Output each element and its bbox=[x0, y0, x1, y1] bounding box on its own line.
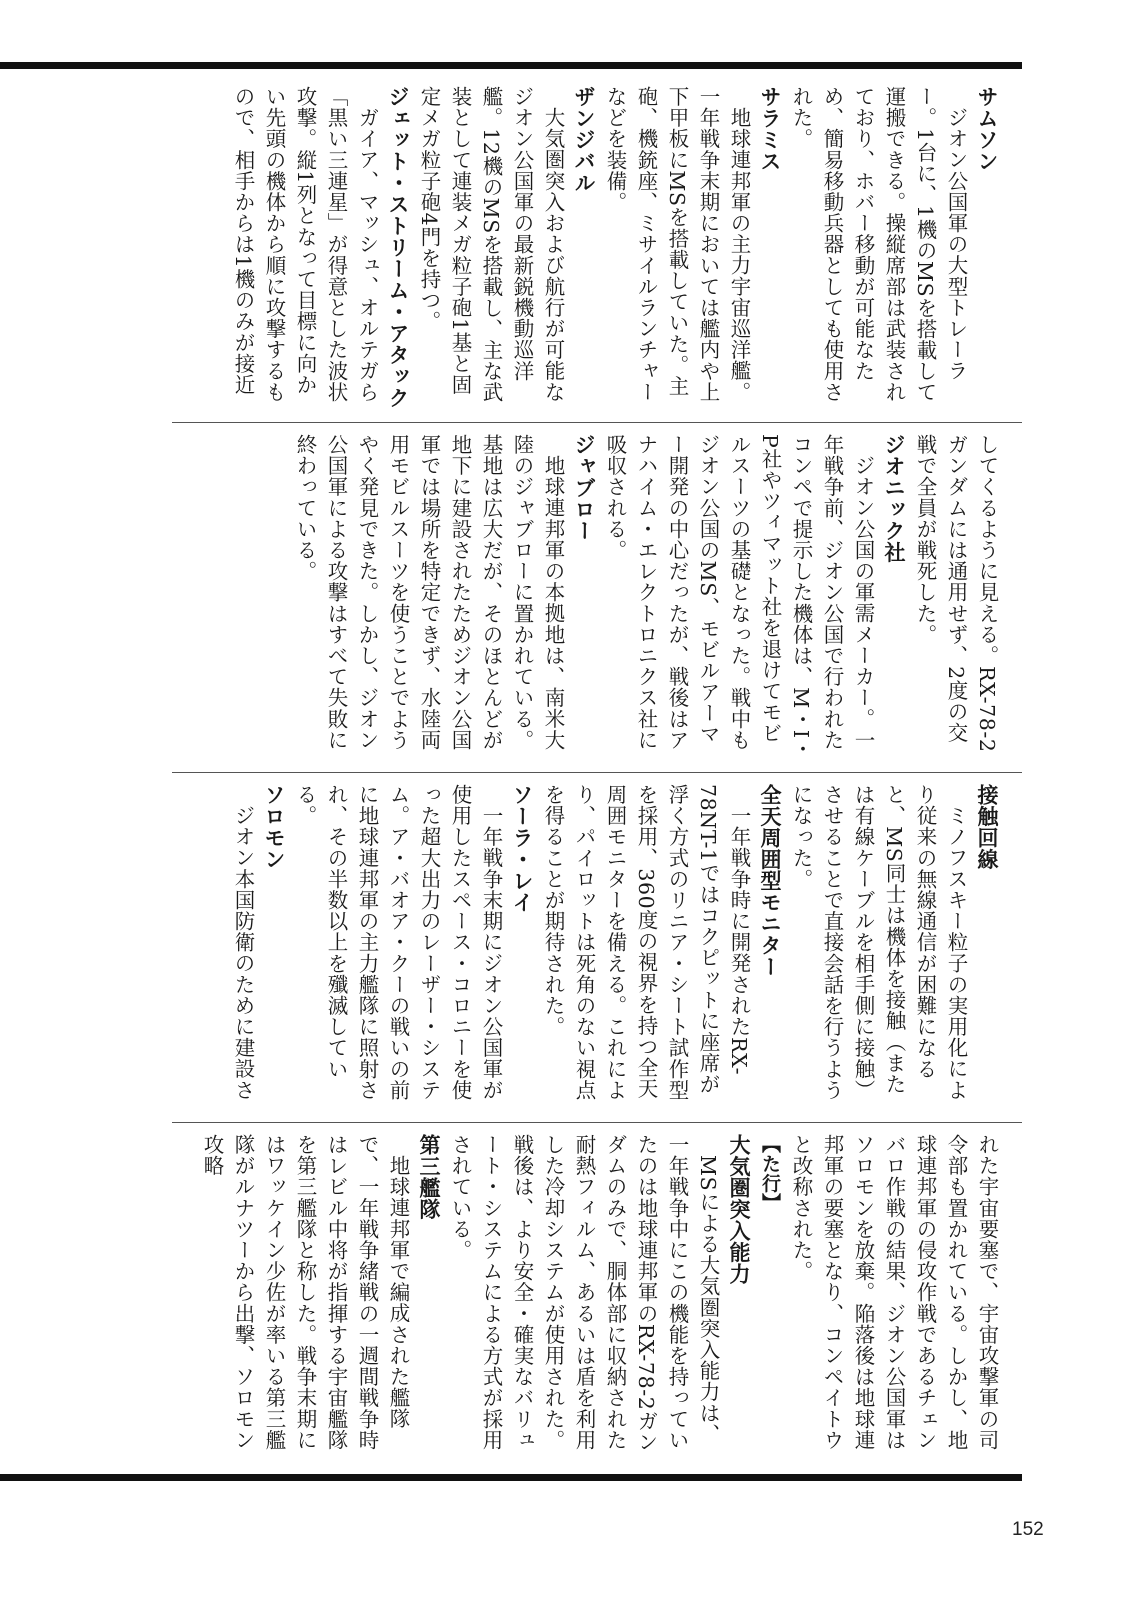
entry-body-solomon: ジオン本国防衛のために建設さ bbox=[231, 804, 255, 1100]
tier-2 bbox=[172, 434, 1002, 762]
entry-heading-salamis: サラミス bbox=[758, 86, 782, 172]
entry-heading-panoramic-monitor: 全天周囲型モニター bbox=[758, 784, 782, 978]
entry-body-salamis: 地球連邦軍の主力宇宙巡洋艦。一年戦争末期においては艦内や上下甲板にMSを搭載していた。主砲、機銃座、ミサイルランチャーなどを装備。 bbox=[603, 86, 751, 403]
entry-body-jet-stream-attack: ガイア、マッシュ、オルテガら「黒い三連星」が得意とした波状攻撃。縦1列となって目標に向かい先頭の機体から順に攻撃するもので、相手からは1機のみが接近 bbox=[231, 86, 379, 403]
entry-body-reentry: MSによる大気圏突入能力は、一年戦争中にこの機能を持っていたのは地球連邦軍のRX-78-2ガンダムのみで、胴体部に収納された耐熱フィルム、あるいは盾を利用した冷却システムが使用された。戦後は、より安全・確実なバリュート・システムによる方式が採用されている。 bbox=[448, 1134, 720, 1453]
section-label-ta-row: 【た行】 bbox=[759, 1134, 781, 1213]
entry-heading-zanzibar: ザンジバル bbox=[572, 86, 596, 194]
entry-heading-zeonic: ジオニック社 bbox=[882, 434, 906, 563]
entry-body-jet-stream-attack-continued: してくるように見える。RX-78-2ガンダムには通用せず、2度の交戦で全員が戦死した。 bbox=[913, 434, 999, 753]
entry-body-zanzibar: 大気圏突入および航行が可能なジオン公国軍の最新鋭機動巡洋艦。12機のMSを搭載し、主な武装として連装メガ粒子砲1基と固定メガ粒子砲4門を持つ。 bbox=[417, 86, 565, 403]
bottom-rule bbox=[0, 1474, 1022, 1481]
entry-heading-jet-stream-attack: ジェット・ストリーム・アタック bbox=[386, 86, 410, 409]
entry-body-panoramic-monitor: 一年戦争時に開発されたRX-78NT-1ではコクピットに座席が浮く方式のリニア・シート試作型を採用、360度の視界を持つ全天周囲モニターを備える。これにより、パイロットは死角のない視点を得ることが期待された。 bbox=[541, 784, 751, 1101]
entry-heading-contact-line: 接触回線 bbox=[975, 784, 999, 870]
entry-body-contact-line: ミノフスキー粒子の実用化により従来の無線通信が困難になると、MS同士は機体を接触（または有線ケーブルを相手側に接触）させることで直接会話を行うようになった。 bbox=[789, 784, 968, 1101]
entry-body-solar-ray: 一年戦争末期にジオン公国軍が使用したスペース・コロニーを使った超大出力のレーザー・システム。ア・バオア・クーの戦いの前に地球連邦軍の主力艦隊に照射され、その半数以上を殲滅している。 bbox=[293, 784, 503, 1101]
entry-heading-third-fleet: 第三艦隊 bbox=[417, 1134, 441, 1220]
entry-heading-solar-ray: ソーラ・レイ bbox=[510, 784, 534, 913]
entry-heading-jaburo: ジャブロー bbox=[572, 434, 596, 542]
page-number: 152 bbox=[1012, 1519, 1044, 1540]
entry-body-third-fleet: 地球連邦軍で編成された艦隊で、一年戦争緒戦の一週間戦争時はレビル中将が指揮する宇宙艦隊を第三艦隊と称した。戦争末期にはワッケイン少佐が率いる第三艦隊がルナツーから出撃、ソロモン攻略 bbox=[200, 1134, 410, 1451]
entry-body-jaburo: 地球連邦軍の本拠地は、南米大陸のジャブローに置かれている。基地は広大だが、そのほとんどが地下に建設されたためジオン公国軍では場所を特定できず、水陸両用モビルスーツを使うことでようやく発見できた。しかし、ジオン公国軍による攻撃はすべて失敗に終わっている。 bbox=[293, 434, 565, 751]
entry-heading-reentry: 大気圏突入能力 bbox=[727, 1134, 751, 1285]
tier-3 bbox=[172, 784, 1002, 1112]
entry-body-solomon-continued: れた宇宙要塞で、宇宙攻撃軍の司令部も置かれている。しかし、地球連邦軍の侵攻作戦であるチェンバロ作戦の結果、ジオン公国軍はソロモンを放棄。陥落後は地球連邦軍の要塞となり、コンペイトウと改称された。 bbox=[789, 1134, 999, 1451]
tier-1 bbox=[172, 86, 1002, 414]
entry-heading-samson: サムソン bbox=[975, 86, 999, 172]
entry-heading-solomon: ソロモン bbox=[262, 784, 286, 870]
tier-4 bbox=[172, 1134, 1002, 1464]
tier-divider-2 bbox=[172, 772, 1022, 773]
tier-divider-1 bbox=[172, 422, 1022, 423]
top-rule bbox=[0, 62, 1022, 69]
entry-body-zeonic: ジオン公国の軍需メーカー。一年戦争前、ジオン公国で行われたコンペで提示した機体は、M・I・P社やツィマット社を退けてモビルスーツの基礎となった。戦中もジオン公国のMS、モビルアーマー開発の中心だったが、戦後はアナハイム・エレクトロニクス社に吸収される。 bbox=[603, 434, 875, 760]
tier-divider-3 bbox=[172, 1122, 1022, 1123]
entry-body-samson: ジオン公国軍の大型トレーラー。1台に、1機のMSを搭載して運搬できる。操縦席部は武装されており、ホバー移動が可能なため、簡易移動兵器としても使用された。 bbox=[789, 86, 968, 403]
